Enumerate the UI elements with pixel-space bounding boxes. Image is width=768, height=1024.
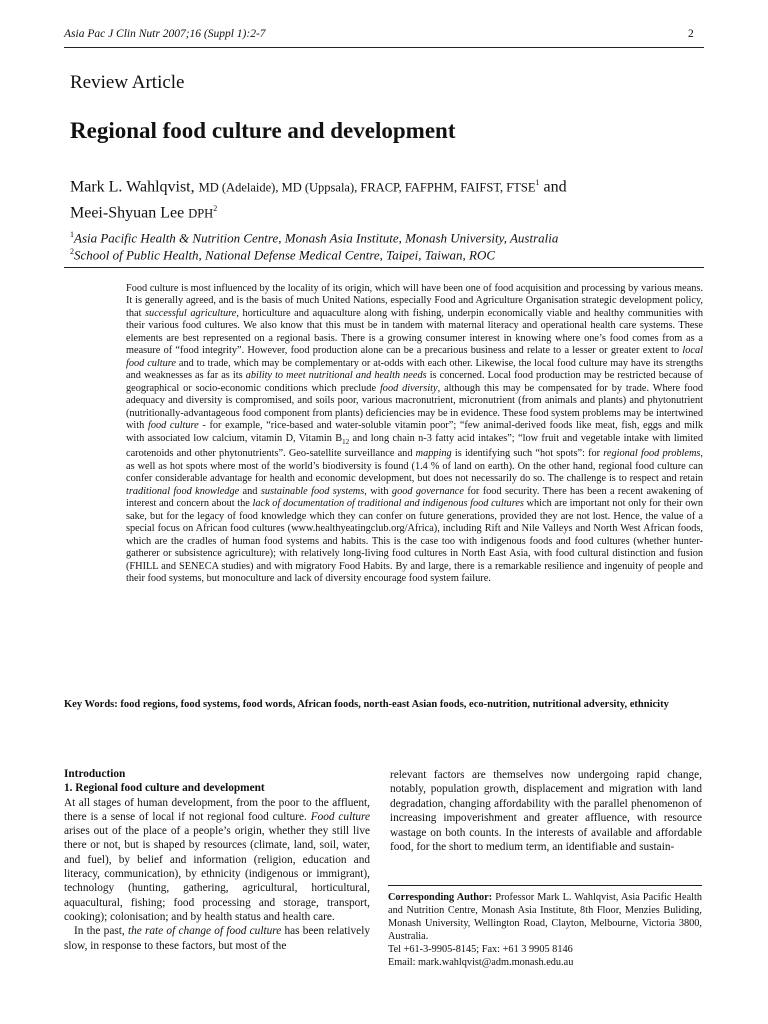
header-rule xyxy=(64,47,704,48)
paper-title: Regional food culture and development xyxy=(70,118,456,143)
page-number: 2 xyxy=(688,28,694,40)
corresponding-author: Corresponding Author: Professor Mark L. Wahlqvist, Asia Pacific Health and Nutrition Centre, Monash Asia Institute, 8th Floor, Menzies Buliding, Monash University, Wellington Road, Clayton, Melbourne, Victoria 3800, Australia. Tel +61-3-9905-8145; Fax: +61 3 9905 8146 Email: mark.wahlqvist@adm.monash.edu.au xyxy=(388,892,703,968)
author-list xyxy=(70,172,710,225)
author-credentials: DPH xyxy=(188,206,214,221)
keywords: Key Words: food regions, food systems, food words, African foods, north-east Asian foods, eco-nutrition, nutritional adversity, ethnicity xyxy=(64,699,669,710)
contact-email: Email: mark.wahlqvist@adm.monash.edu.au xyxy=(388,957,574,968)
abstract-top-rule xyxy=(64,267,704,268)
article-type: Review Article xyxy=(70,72,185,93)
journal-citation: Asia Pac J Clin Nutr 2007;16 (Suppl 1):2-7 xyxy=(64,28,266,40)
affiliation-marker: 1 xyxy=(535,178,540,187)
author-name: Meei-Shyuan Lee xyxy=(70,204,185,222)
affiliation-line: $^2$School of Public Health, National Defense Medical Centre, Taipei, Taiwan, ROC xyxy=(70,247,496,263)
body-paragraph: At all stages of human development, from the poor to the affluent, there is a sense of local if not regional food culture. Food culture arises out of the place of a people’s origin, whether they still live there or not, but is shaped by resources (climate, land, soil, water, and fuel), by belief and information (religion, education and literacy, communication), by ethnicity (indigenous or immigrant), technology (hunting, gathering, agricultural, horticultural, aquacultural, fishing; food processing and storage, transport, cooking); colonisation; and by health status and health care. xyxy=(64,796,370,923)
affiliation-line: $^1$Asia Pacific Health & Nutrition Centre, Monash Asia Institute, Monash University, Australia xyxy=(70,230,559,246)
footnote-rule xyxy=(388,885,702,886)
body-right-column: relevant factors are themselves now undergoing rapid change, notably, population growth, displacement and migration with land degradation, changing affordability with the parallel phenomenon of increasing impoverishment and greater affluence, with resource wastage on both counts. In the interests of available and affordable food, for the short to medium term, an identifiable and sustain- xyxy=(390,769,702,854)
author-conjunction: and xyxy=(543,178,567,196)
section-heading: Introduction xyxy=(64,768,126,780)
abstract: Food culture is most influenced by the locality of its origin, which will have been one of food acquisition and processing by various means. It is generally agreed, and is the basis of much United Nations, especially Food and Agriculture Organisation strategic development policy, that successful agriculture, horticulture and aquaculture along with fishing, underpin economically viable and healthy communities with their various food cultures. We also know that this must be in tandem with maternal literacy and operational health care systems. These elements are best represented on a regional basis. There is a growing consumer interest in knowing where one’s food comes from as a measure of “food integrity”. However, food production alone can be a precarious business and relate to a lesser or greater extent to local food culture and to trade, which may be complementary or at-odds with each other. Likewise, the local food culture may have its strengths and weaknesses as far as its ability to meet nutritional and health needs is concerned. Local food production may be restricted because of geographical or socio-economic conditions which preclude food diversity, although this may be compensated for by trade. Where food adequacy and diversity is compromised, and soils poor, various macronutrient, micronutrient (from animals and plants) and phytonutrient (nutritionally-advantageous food component from plants) deficiencies may be in evidence. These food system problems may be intertwined with food culture - for example, “rice-based and water-soluble vitamin poor”; “few animal-derived foods like meat, fish, eggs and milk with associated low calcium, vitamin D, Vitamin $B_{12}$ and long chain n-3 fatty acid intakes”; “low fruit and vegetable intake with limited carotenoids and other phytonutrients”. Geo-satellite surveillance and mapping is identifying such “hot spots”: for regional food problems, as well as hot spots where most of the world’s biodiversity is found (1.4 % of land on earth). On the other hand, regional food culture can confer considerable advantage for health and economic development, but does not necessarily do so. The challenge is to respect and retain traditional food knowledge and sustainable food systems, with good governance for food security. There has been a recent awakening of interest and concern about the lack of documentation of traditional and indigenous food cultures which are important not only for their own sake, but for the legacy of food knowledge which they can confer on future generations, provided they are not lost. Hence, the value of a special focus on African food cultures (www.healthyeatingclub.org/Africa), including Rift and Nile Valleys and North West African foods, which are the cradles of human food systems and habits. This is the case too with indigenous foods and food cultures (whether hunter-gatherer or subsistence agriculture); with relatively long-living food cultures in North East Asia, with food cultural distinction and fusion (FHILL and SENECA studies) and with migratory Food Habits. By and large, there is a remarkable resilience and ingenuity of people and their food systems, but monoculture and lack of diversity encourage food system failure. xyxy=(126,283,704,585)
subsection-heading: 1. Regional food culture and development xyxy=(64,782,265,795)
author-name: Mark L. Wahlqvist, xyxy=(70,178,195,196)
affiliation-marker: 2 xyxy=(213,204,218,214)
body-left-column xyxy=(64,767,370,953)
author-credentials: MD (Adelaide), MD (Uppsala), FRACP, FAFPHM, FAIFST, FTSE xyxy=(198,180,536,195)
affiliations xyxy=(70,228,710,263)
contact-phone: Tel +61-3-9905-8145; Fax: +61 3 9905 8146 xyxy=(388,944,573,955)
body-paragraph: In the past, the rate of change of food culture has been relatively slow, in response to these factors, but most of the xyxy=(64,925,370,952)
